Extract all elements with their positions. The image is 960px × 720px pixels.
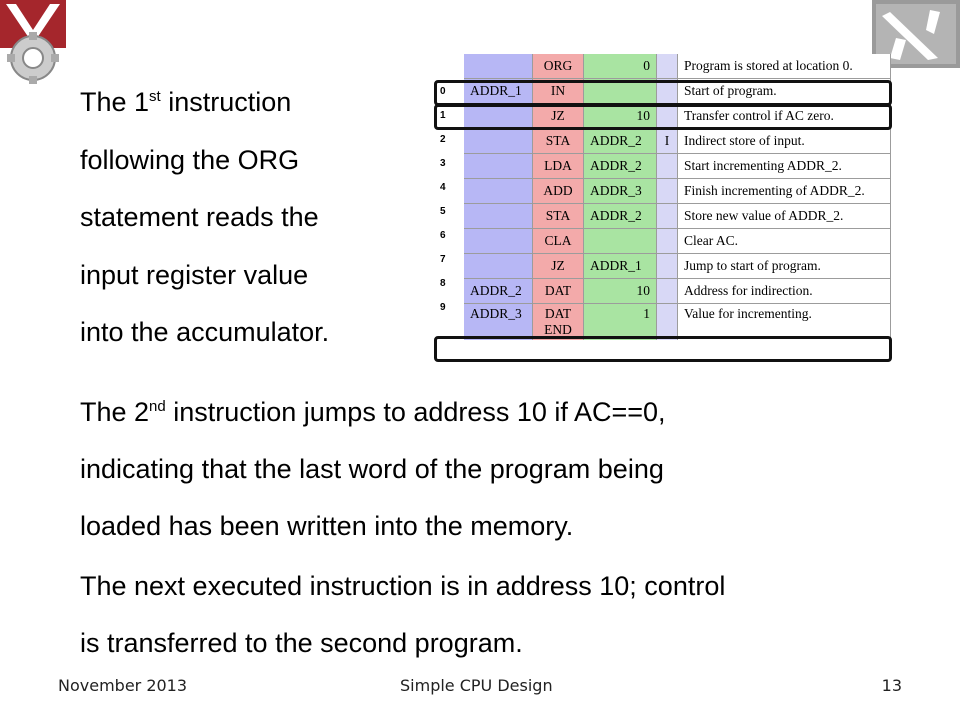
- operand-cell: ADDR_2: [584, 154, 657, 179]
- address-label: 4: [440, 182, 446, 193]
- para3-line2: is transferred to the second program.: [80, 628, 523, 658]
- assembly-program-table: [434, 54, 896, 364]
- operand-cell: 1: [584, 304, 657, 341]
- label-cell: ADDR_3: [464, 304, 533, 341]
- indirect-cell: I: [657, 129, 678, 154]
- comment-cell: Jump to start of program.: [678, 254, 891, 279]
- code-row: [464, 179, 891, 204]
- indirect-cell: [657, 154, 678, 179]
- comment-cell: Program is stored at location 0.: [678, 54, 891, 79]
- code-row: [464, 279, 891, 304]
- para3-line1: The next executed instruction is in address 10; control: [80, 571, 726, 601]
- comment-cell: Store new value of ADDR_2.: [678, 204, 891, 229]
- opcode-cell: CLA: [533, 229, 584, 254]
- opcode-cell: ORG: [533, 54, 584, 79]
- operand-cell: 0: [584, 54, 657, 79]
- code-row: [464, 54, 891, 79]
- code-row: [464, 229, 891, 254]
- label-cell: [464, 179, 533, 204]
- address-label: 1: [440, 110, 446, 121]
- opcode-cell: JZ: [533, 254, 584, 279]
- label-cell: [464, 204, 533, 229]
- comment-cell: Start incrementing ADDR_2.: [678, 154, 891, 179]
- opcode-line: DAT: [544, 306, 572, 321]
- highlight-row-0: [434, 80, 892, 106]
- code-row: [464, 254, 891, 279]
- technion-logo-icon: [0, 0, 66, 86]
- operand-cell: ADDR_2: [584, 204, 657, 229]
- comment-cell: Transfer control if AC zero.: [678, 104, 891, 129]
- operand-cell: ADDR_3: [584, 179, 657, 204]
- para2-line2: indicating that the last word of the program being: [80, 454, 664, 484]
- opcode-cell: STA: [533, 129, 584, 154]
- opcode-line: END: [544, 322, 572, 337]
- address-label: 9: [440, 302, 446, 313]
- comment-cell: Address for indirection.: [678, 279, 891, 304]
- label-cell: [464, 54, 533, 79]
- address-label: 2: [440, 134, 446, 145]
- opcode-cell: IN: [533, 79, 584, 104]
- opcode-cell: LDA: [533, 154, 584, 179]
- para2-line1: The 2nd instruction jumps to address 10 if AC==0,: [80, 397, 666, 427]
- code-row: [464, 304, 891, 341]
- second-instruction-text: [80, 384, 920, 555]
- code-row: [464, 154, 891, 179]
- comment-cell: Value for incrementing.: [678, 304, 891, 341]
- address-label: 3: [440, 158, 446, 169]
- code-row: [464, 129, 891, 154]
- para1-line2: following the ORG: [80, 144, 300, 175]
- para1-line1: The 1st instruction: [80, 87, 292, 117]
- para1-line5: into the accumulator.: [80, 317, 330, 347]
- opcode-cell: DAT: [533, 279, 584, 304]
- label-cell: ADDR_2: [464, 279, 533, 304]
- indirect-cell: [657, 279, 678, 304]
- para2-line3: loaded has been written into the memory.: [80, 511, 574, 541]
- operand-cell: [584, 229, 657, 254]
- opcode-cell: JZ: [533, 104, 584, 129]
- comment-cell: Finish incrementing of ADDR_2.: [678, 179, 891, 204]
- label-cell: ADDR_1: [464, 79, 533, 104]
- comment-cell: Start of program.: [678, 79, 891, 104]
- highlight-row-1: [434, 104, 892, 130]
- operand-cell: 10: [584, 279, 657, 304]
- opcode-cell: [533, 304, 584, 341]
- label-cell: [464, 229, 533, 254]
- address-label: 6: [440, 230, 446, 241]
- indirect-cell: [657, 54, 678, 79]
- indirect-cell: [657, 304, 678, 341]
- indirect-cell: [657, 254, 678, 279]
- footer-date: November 2013: [58, 676, 188, 695]
- label-cell: [464, 129, 533, 154]
- indirect-cell: [657, 229, 678, 254]
- address-label: 8: [440, 278, 446, 289]
- address-label: 7: [440, 254, 446, 265]
- label-cell: [464, 254, 533, 279]
- code-row: [464, 204, 891, 229]
- footer-title: Simple CPU Design: [400, 676, 553, 695]
- operand-cell: 10: [584, 104, 657, 129]
- footer-page-number: 13: [881, 676, 902, 695]
- comment-cell: Clear AC.: [678, 229, 891, 254]
- comment-cell: Indirect store of input.: [678, 129, 891, 154]
- operand-cell: ADDR_1: [584, 254, 657, 279]
- highlight-row-10: [434, 336, 892, 362]
- opcode-cell: ADD: [533, 179, 584, 204]
- para1-line3: statement reads the: [80, 202, 319, 232]
- para1-line4: input register value: [80, 259, 309, 290]
- first-instruction-text: [80, 74, 400, 362]
- address-label: 5: [440, 206, 446, 217]
- operand-cell: ADDR_2: [584, 129, 657, 154]
- indirect-cell: [657, 179, 678, 204]
- label-cell: [464, 154, 533, 179]
- next-instruction-text: [80, 558, 920, 672]
- opcode-cell: STA: [533, 204, 584, 229]
- address-label: 0: [440, 86, 446, 97]
- indirect-cell: [657, 204, 678, 229]
